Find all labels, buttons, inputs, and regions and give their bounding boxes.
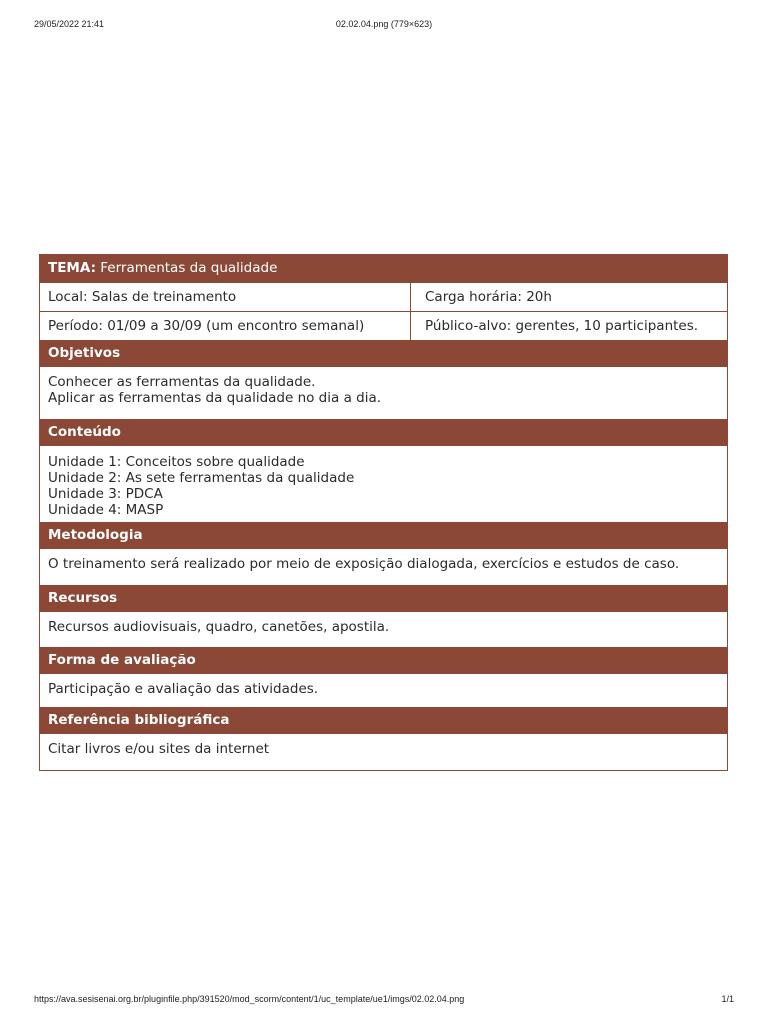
periodo-cell: Período: 01/09 a 30/09 (um encontro semanal) (40, 312, 411, 340)
tema-label: TEMA: (48, 260, 96, 276)
info-row-2 (40, 311, 727, 340)
recursos-header: Recursos (40, 585, 727, 612)
conteudo-line: Unidade 1: Conceitos sobre qualidade (48, 454, 305, 470)
tema-value: Ferramentas da qualidade (100, 260, 278, 276)
metodologia-line: O treinamento será realizado por meio de exposição dialogada, exercícios e estudos de caso. (48, 556, 680, 572)
objetivos-line: Conhecer as ferramentas da qualidade. (48, 374, 316, 390)
metodologia-header: Metodologia (40, 522, 727, 549)
publico-cell: Público-alvo: gerentes, 10 participantes. (425, 318, 699, 334)
avaliacao-line: Participação e avaliação das atividades. (48, 681, 319, 697)
info-row-1 (40, 282, 727, 311)
print-datetime: 29/05/2022 21:41 (34, 19, 105, 29)
print-page-number: 1/1 (721, 994, 734, 1004)
conteudo-line: Unidade 3: PDCA (48, 486, 163, 502)
local-cell: Local: Salas de treinamento (40, 283, 411, 311)
recursos-body (40, 612, 727, 647)
print-title: 02.02.04.png (779×623) (335, 19, 433, 29)
carga-cell: Carga horária: 20h (425, 289, 552, 305)
conteudo-line: Unidade 2: As sete ferramentas da qualidade (48, 470, 355, 486)
referencia-line: Citar livros e/ou sites da internet (48, 741, 270, 757)
conteudo-header: Conteúdo (40, 419, 727, 446)
avaliacao-body (40, 674, 727, 707)
recursos-line: Recursos audiovisuais, quadro, canetões, apostila. (48, 619, 390, 635)
objetivos-header: Objetivos (40, 340, 727, 367)
conteudo-line: Unidade 4: MASP (48, 502, 164, 518)
conteudo-body (40, 446, 727, 522)
referencia-body (40, 734, 727, 770)
metodologia-body (40, 549, 727, 585)
referencia-header: Referência bibliográfica (40, 707, 727, 734)
tema-header (40, 255, 727, 282)
avaliacao-header: Forma de avaliação (40, 647, 727, 674)
objetivos-line: Aplicar as ferramentas da qualidade no dia a dia. (48, 390, 382, 406)
objetivos-body (40, 367, 727, 419)
training-plan-table (39, 254, 728, 771)
print-url: https://ava.sesisenai.org.br/pluginfile.php/391520/mod_scorm/content/1/uc_template/ue1/imgs/02.02.04.png (34, 994, 465, 1004)
